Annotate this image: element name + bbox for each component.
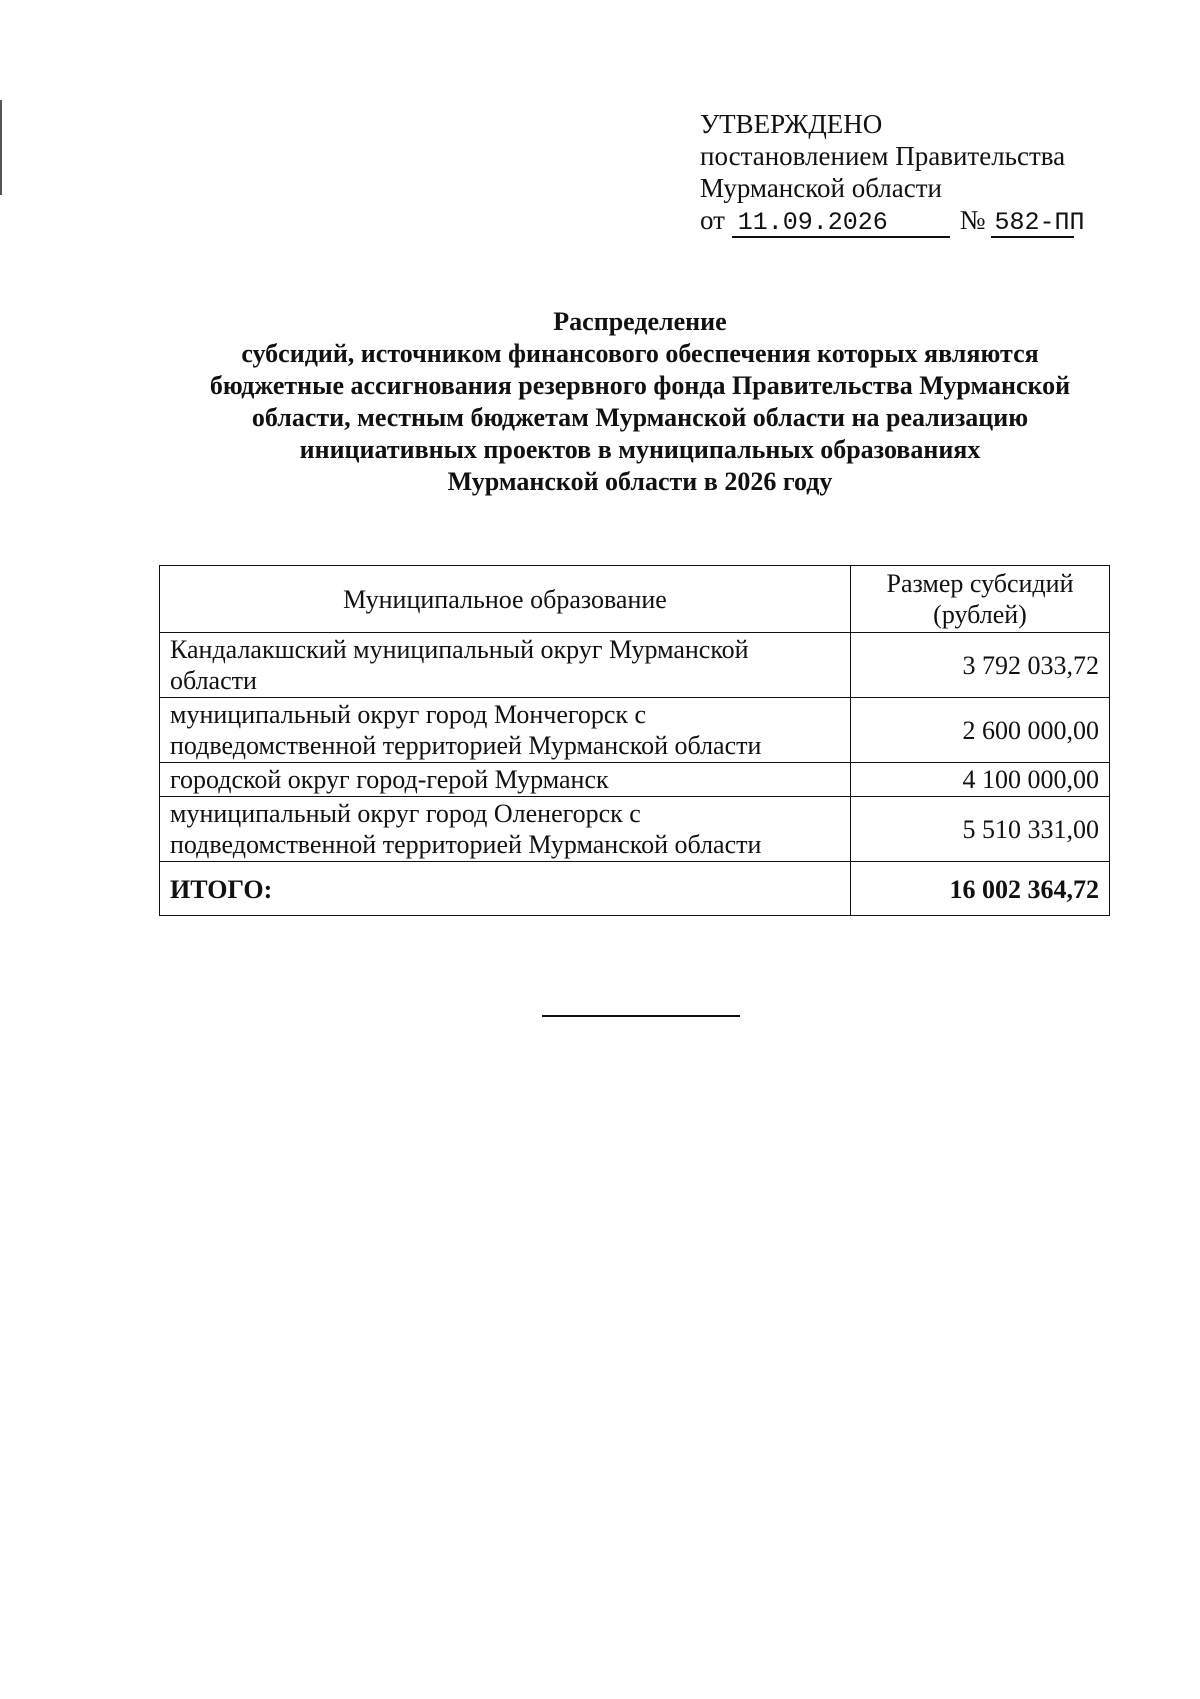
scan-edge-mark bbox=[0, 100, 2, 195]
row-name-line-1: муниципальный округ город Мончегорск с bbox=[170, 700, 647, 729]
header-amount bbox=[851, 566, 1110, 633]
row-name-line-2: подведомственной территорией Мурманской области bbox=[170, 830, 762, 859]
table-row bbox=[160, 633, 1110, 698]
approval-date: 11.09.2026 bbox=[732, 210, 950, 238]
approval-line-2: Мурманской области bbox=[700, 173, 942, 203]
table-row bbox=[160, 763, 1110, 797]
approval-date-line bbox=[700, 204, 1085, 238]
row-amount: 4 100 000,00 bbox=[851, 763, 1110, 797]
row-name-line-2: области bbox=[170, 666, 257, 695]
row-municipality bbox=[160, 698, 851, 763]
row-name-line-2: подведомственной территорией Мурманской области bbox=[170, 731, 762, 760]
row-municipality bbox=[160, 633, 851, 698]
table-row bbox=[160, 797, 1110, 862]
approval-stamp: УТВЕРЖДЕНО bbox=[700, 109, 883, 139]
total-amount: 16 002 364,72 bbox=[851, 862, 1110, 916]
header-municipality: Муниципальное образование bbox=[160, 566, 851, 633]
approval-number: 582-ПП bbox=[991, 210, 1074, 238]
row-name-line-1: муниципальный округ город Оленегорск с bbox=[170, 799, 641, 828]
end-separator-line bbox=[542, 1015, 740, 1017]
row-municipality bbox=[160, 797, 851, 862]
row-name-line-1: Кандалакшский муниципальный округ Мурманской bbox=[170, 635, 749, 664]
header-amount-line-2: (рублей) bbox=[933, 600, 1027, 629]
title-heading: Распределение bbox=[553, 307, 727, 336]
title-line: Мурманской области в 2026 году bbox=[447, 467, 833, 496]
table-row bbox=[160, 698, 1110, 763]
approval-line-1: постановлением Правительства bbox=[700, 141, 1066, 171]
title-line: бюджетные ассигнования резервного фонда Правительства Мурманской bbox=[209, 371, 1071, 400]
number-sign: № bbox=[959, 205, 986, 235]
subsidy-distribution-table bbox=[159, 565, 1110, 916]
date-prefix: от bbox=[700, 205, 725, 235]
row-amount: 3 792 033,72 bbox=[851, 633, 1110, 698]
table-header-row bbox=[160, 566, 1110, 633]
approval-block bbox=[700, 108, 1085, 238]
header-amount-line-1: Размер субсидий bbox=[886, 569, 1074, 598]
document-title bbox=[130, 306, 1150, 498]
title-line: инициативных проектов в муниципальных образованиях bbox=[299, 435, 981, 464]
table-total-row bbox=[160, 862, 1110, 916]
row-municipality: городской округ город-герой Мурманск bbox=[160, 763, 851, 797]
title-line: субсидий, источником финансового обеспечения которых являются bbox=[241, 339, 1039, 368]
row-amount: 5 510 331,00 bbox=[851, 797, 1110, 862]
title-line: области, местным бюджетам Мурманской области на реализацию bbox=[251, 403, 1029, 432]
row-amount: 2 600 000,00 bbox=[851, 698, 1110, 763]
total-label: ИТОГО: bbox=[160, 862, 851, 916]
